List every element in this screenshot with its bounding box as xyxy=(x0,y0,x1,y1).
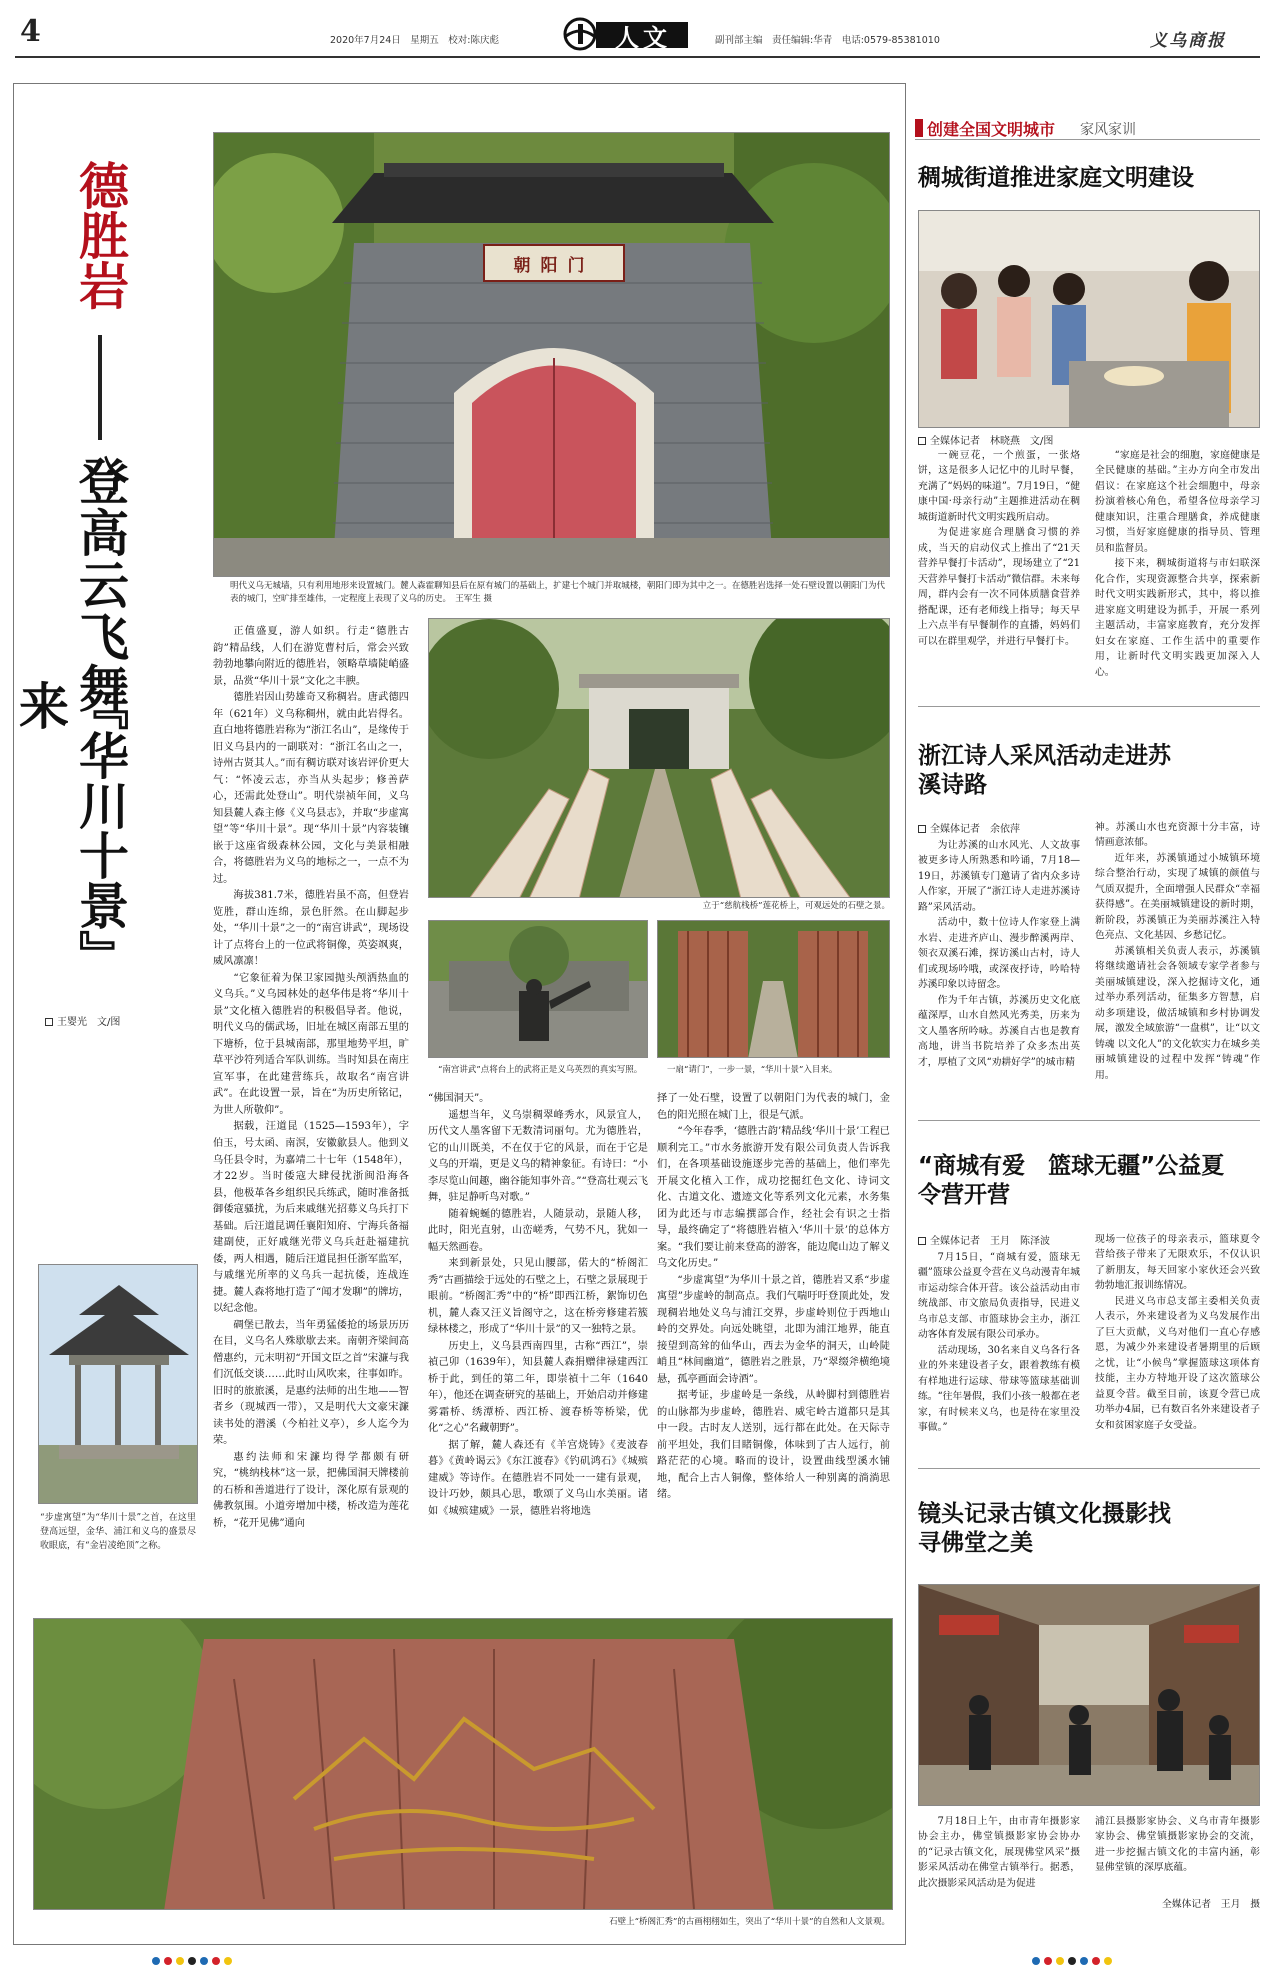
path-illustration xyxy=(658,921,890,1058)
feature-title xyxy=(11,120,170,980)
divider xyxy=(918,1468,1260,1469)
art2-para: 苏溪镇相关负责人表示，苏溪镇将继续邀请社会各领域专家学者参与美丽城镇建设，深入挖掘诗文化，通过举办系列活动，征集多方智慧，启动多项建设，做活城镇和乡村协调发展，激发全域旅游“一盘棋”，让“以文铸魂 以文化人”的文化软实力在城乡美丽城镇建设的过程中发挥“铸魂”作用。 xyxy=(1095,945,1260,1081)
photo4-caption: 一扇“请门”，一步一景，“华川十景”入目来。 xyxy=(667,1065,838,1075)
date-info: 2020年7月24日 星期五 校对:陈庆彪 xyxy=(330,35,500,46)
art4-para: 浦江县摄影家协会、义乌市青年摄影家协会、佛堂镇摄影家协会的交流，进一步挖掘古镇文化的丰富内涵，彰显佛堂镇的深厚底蕴。 xyxy=(1095,1816,1260,1874)
col1-para: 惠约法师和宋濂均得学都颇有研究，“桃纳栈林”这一景，把佛国洞天牌楼前的石桥和善道进行了设计，深化原有景观的佛教氛围。小道旁增加中楼，桥改造为莲花桥，“花开见佛”通向 xyxy=(213,1451,409,1529)
art2-para: 神。苏溪山水也充资源十分丰富，诗情画意浓郁。 xyxy=(1095,822,1260,849)
banner-bar-icon xyxy=(915,119,923,137)
photo-breakfast-class xyxy=(918,210,1260,428)
art2-para: 为让苏溪的山水风光、人文故事被更多诗人所熟悉和吟诵，7月18—19日，苏溪镇专门邀请了省内众多诗人作家，开展了“浙江诗人走进苏溪诗路”采风活动。 xyxy=(918,840,1080,913)
title-main: 德胜岩 xyxy=(71,160,129,310)
art2-para: 近年来，苏溪镇通过小城镇环境综合整治行动，实现了城镇的颜值与气质双提升，全面增强人民群众“幸福获得感”。在美丽城镇建设的新时期，新阶段，苏溪镇正为美丽苏溪注入特色亮点、文化基因、乡愁记忆。 xyxy=(1095,852,1260,942)
article2-col-2 xyxy=(1095,820,1260,1106)
art2-para: 活动中，数十位诗人作家登上满水岩、走进齐庐山、漫步醉溪两岸、领衣双溪石滩，探访溪山古村，诗人们或现场吟哦，或深夜抒诗，吟哈特苏溪印象以诗留念。 xyxy=(918,917,1080,991)
title-dash xyxy=(98,335,102,440)
col3-para: 择了一处石壁，设置了以朝阳门为代表的城门，金色的阳光照在城门上，很是气派。 xyxy=(657,1093,890,1121)
town-illustration xyxy=(919,1585,1260,1806)
article4-col-2 xyxy=(1095,1814,1260,1886)
article3-col-1 xyxy=(918,1250,1080,1455)
masthead: 义乌商报 xyxy=(1150,31,1226,51)
col3-para: “今年春季，‘德胜古韵’精品线‘华川十景’工程已顺利完工。”市水务旅游开发有限公司负责人告诉我们，在各项基础设施逐步完善的基础上，他们率先开展文化植入工作，成功挖掘红色文化、诗词文化、古道文化、遗迹文化等系列文化元素，水务集团为此还与市志编撰部合作，经社会有识之士指导，最终确定了“将德胜岩植入‘华川十景’的总体方案。“我们要让前来登高的游客，能边爬山边了解义乌文化历史。” xyxy=(657,1126,890,1270)
article1-title: 稠城街道推进家庭文明建设 xyxy=(918,165,1194,191)
pavilion-illustration xyxy=(39,1265,198,1504)
art1-para: 接下来，稠城街道将与市妇联深化合作，实现资源整合共享，探索新时代文明实践新形式，其中，将以推进家庭文明建设为抓手，开展一系列主题活动，丰富家庭教育，充分发挥妇女在家庭、工作生活中的重要作用，让新时代文明实践更加深入人心。 xyxy=(1095,558,1260,678)
wall-illustration xyxy=(34,1619,893,1910)
article1-col-2 xyxy=(1095,448,1260,688)
photo2-caption: 立于“慈航栈桥”莲花桥上，可观远处的石壁之景。 xyxy=(702,901,890,911)
page-number: 4 xyxy=(20,14,41,49)
art3-para: 现场一位孩子的母亲表示，篮球夏令营给孩子带来了无限欢乐，不仅认识了新朋友，每天回家小家伙还会兴致勃勃地汇报训练情况。 xyxy=(1095,1234,1260,1292)
article1-byline xyxy=(918,432,1053,447)
article1-author: 全媒体记者 林晓燕 文/图 xyxy=(930,436,1054,447)
col1-para: “它象征着为保卫家园抛头颅洒热血的义乌兵。”义乌园林处的赵华伟是将“华川十景”文化植入德胜岩的积极倡导者。他说，明代义乌的儒武场，旧址在城区南部五里的下塘桥，位于县城南部，那里地势平坦，旷草平沙符列适合军队训练。当时知县在南庄宣军事，在此建营练兵，故取名“南宫讲武”。在此设置一景，旨在“为历史所铭记，为世人所敬仰”。 xyxy=(213,972,409,1116)
photo-lotus-bridge xyxy=(428,618,890,898)
col2-para: “佛国洞天”。 xyxy=(428,1093,490,1104)
section-name: 人文 xyxy=(615,24,671,52)
title-sub-2: 『华川十景』来 xyxy=(11,680,129,980)
footer-dots-left xyxy=(150,1952,250,1964)
photo6-caption: 石壁上“桥阁汇秀”的古画栩栩如生，突出了“华川十景”的自然和人文景观。 xyxy=(609,1917,890,1927)
photo-stone-wall xyxy=(33,1618,893,1910)
art4-para: 7月18日上午，由市青年摄影家协会主办，佛堂镇摄影家协会协办的“记录古镇文化，展现佛堂风采”摄影采风活动在佛堂古镇举行。据悉，此次摄影采风活动是为促进 xyxy=(918,1816,1080,1889)
col1-para: 海拔381.7米，德胜岩虽不高，但登岩览胜，群山连绵，景色肝然。在山脚起步处，“华川十景”之一的“南宫讲武”，现场设计了点将台上的一位武将铜像，英姿飒爽，威风凛凛！ xyxy=(213,890,409,968)
section-logo xyxy=(560,16,690,52)
art3-para: 民进义乌市总支部主委相关负责人表示，外来建设者为义乌发展作出了巨大贡献，义乌对他们一直心存感恩，为减少外来建设者暑期里的后顾之忧，让“小候鸟”掌握篮球这项体育技能，主办方特地开设了这次篮球公益夏令营。截至目前，该夏令营已成功举办4届，已有数百名外来建设者子女和贫困家庭子女受益。 xyxy=(1095,1295,1260,1431)
col3-para: 据考证，步虚岭是一条线，从岭脚村到德胜岩的山脉都为步虚岭，德胜岩、威宅岭古道都只是其中一段。古时友人送别，远行都在此处。在天际寺前平坦处，我们目睹铜像，体味到了古人远行，前路茫茫的心境。略而的设计，设置曲线型溪水铺地，配合上古人铜像，整体给人一种别离的淌淌思绪。 xyxy=(657,1390,890,1501)
photo-general-statue xyxy=(428,920,648,1058)
article2-author: 全媒体记者 余依萍 xyxy=(930,824,1020,835)
article3-byline xyxy=(918,1232,1050,1247)
feature-author: 王婴光 文/图 xyxy=(57,1017,121,1028)
col1-para: 德胜岩因山势雄奇又称稠岩。唐武德四年（621年）义乌称稠州，就由此岩得名。直白地将德胜岩称为“浙江名山”，是缘传于旧义乌县内的一副联对：“浙江名山之一，诗州古贤其人。”而有稠访联对该岩评价更大气：“怀凌云志，亦当从头起步；修善萨心，还需此处登山”。明代崇祯年间，义乌知县麓人森主修《义乌县志》，并取“步虚寓望”等“华川十景”。现“华川十景”内容装镶嵌于这座省级森林公园，文化与美景相融合，将德胜岩为义乌的地标之一，一点不为过。 xyxy=(213,692,409,885)
section-banner xyxy=(915,117,1260,139)
col2-para: 据了解，麓人森还有《羊宫烧铸》《麦波春暮》《黄岭谒云》《东江渡春》《钓矶鸿石》《城殡建威》等诗作。在德胜岩不同处一一建有景观，设计巧妙，颇具心思，歌颂了义乌山水美丽。诸如《城殡建威》一景，德胜岩将地选 xyxy=(428,1439,648,1517)
gate-plaque: 朝阳门 xyxy=(513,256,595,276)
divider xyxy=(918,1120,1260,1121)
article4-title: 镜头记录古镇文化摄影找寻佛堂之美 xyxy=(918,1501,1171,1556)
statue-illustration xyxy=(429,921,648,1058)
photo5-caption: “步虚寓望”为“华川十景”之首，在这里登高远望，金华、浦江和义乌的盛景尽收眼底，有“金岩凌绝顶”之称。 xyxy=(40,1513,196,1551)
breakfast-illustration xyxy=(919,211,1260,428)
photo-pavilion xyxy=(38,1264,198,1504)
art2-para: 作为千年古镇，苏溪历史文化底蕴深厚，山水自然风光秀美，历来为文人墨客所吟咏。苏溪自古也是教育高地，讲当书院培养了众多杰出英才，厚植了文风“劝耕好学”的城市精 xyxy=(918,994,1080,1068)
feature-byline xyxy=(45,1013,120,1028)
col2-para: 历史上，义乌县西南四里，古称“西江”，崇禎己卯（1639年），知县麓人森捐赠律禄建西江桥于此，到任的第二年，即崇禎十二年（1640年），他还在调查研究的基础上，开始启动并修建雾霜桥、绣潭桥、西江桥、渡春桥等桥梁，优化“之心”名藏朝野”。 xyxy=(428,1340,648,1435)
art3-para: 活动现场，30名来自义乌各行各业的外来建设者子女，跟着教练有模有样地进行运球、带球等篮球基础训练。“往年暑假，我们小孩一般都在老家，有时候来义乌，也是待在家里没事做。” xyxy=(918,1344,1080,1434)
col1-para: 据载，汪道昆（1525—1593年），字伯玉，号太函、南溟，安徽歙县人。他到义乌任县令时，为嘉靖二十七年（1548年），才22岁。当时倭寇大肆侵扰浙闽沿海各县，他极革各乡组织民兵练武，随时准备抵御倭寇骚扰，为后来戚继光招募义乌兵打下基础。后汪道昆调任襄阳知府、宁海兵备福建副使，正好戚继光带义乌兵赶赴福建抗倭，两人相遇，随后汪道昆担任浙军监军，与戚继光所率的义乌兵一起抗倭，连战连捷。麓人森将地打造了“闻才发聊”的牌坊，以纪念他。 xyxy=(213,1121,409,1315)
article2-col-1 xyxy=(918,838,1080,1106)
title-sub-1: 登高云飞舞 xyxy=(71,455,129,715)
divider xyxy=(918,706,1260,707)
article3-title: “商城有爱 篮球无疆”公益夏令营开营 xyxy=(918,1153,1225,1208)
col2-para: 来到新景处，只见山腰部，偌大的“桥阁汇秀”古画描绘于远处的石壁之上，石壁之景展现于眼前。“桥阁汇秀”中的“桥”即西江桥，絮饰切色机，麓人森又汪义旨阁守之，这在桥旁修建若簇绿林楼之，形成了“华川十景”的又一独特之景。 xyxy=(428,1258,648,1336)
art3-para: 7月15日，“商城有爱，篮球无疆”篮球公益夏令营在义乌动漫青年城市运动综合体开营。该公益活动由市统战部、市文旅局负责指导，民进义乌市总支部、市篮球协会主办，浙江动客体育发展有限公司承办。 xyxy=(918,1252,1080,1341)
gate-illustration xyxy=(214,133,890,577)
bridge-illustration xyxy=(429,619,890,898)
banner-rule xyxy=(915,139,1260,140)
col3-para: “步虚寓望”为华川十景之首，德胜岩又系“步虚寓望”步虚岭的制高点。我们气喘吁吁登顶此处，发现稠岩地处义乌与浦江交界，步虚岭则位于西地山岭的交界处。向远处眺望，北即为浦江地界，能直接望到高耸的仙华山，西去为金华的洞天，山岭陡峭且“林间幽道”，德胜岩之胜景，乃“翠缀斧横绝境悬，孤亭画面会诗酒”。 xyxy=(657,1274,890,1385)
editors-info: 副刊部主编 责任编辑:华青 电话:0579-85381010 xyxy=(715,35,940,46)
article3-author: 全媒体记者 王月 陈泽波 xyxy=(930,1236,1050,1247)
color-dots-icon xyxy=(150,1955,250,1967)
page-header xyxy=(0,0,1272,60)
col1-para: 正值盛夏，游人如织。行走“德胜古韵”精品线，人们在游览曹村后，常会兴致勃勃地攀向附近的德胜岩，领略草墙陡峭盛景，品赏“华川十景”文化之丰腴。 xyxy=(213,626,409,687)
art1-para: “家庭是社会的细胞，家庭健康是全民健康的基础。”主办方向全市发出倡议：在家庭这个社会细胞中，母亲扮演着核心角色，希望各位母亲学习健康知识，注重合理膳食，养成健康习惯，当好家庭健康的指导员、管理员和监督员。 xyxy=(1095,450,1260,554)
photo3-caption: “南宫讲武”点将台上的武将正是义乌英烈的真实写照。 xyxy=(438,1065,643,1075)
article4-author: 全媒体记者 王月 摄 xyxy=(1162,1899,1260,1910)
art1-para: 为促进家庭合理膳食习惯的养成，当天的启动仪式上推出了“21天营养早餐打卡活动”，现场建立了“21天营养早餐打卡活动”微信群。未来每周，群内会有一次不同体质膳食营养搭配课，还有老师线上指导；每天早上六点半有早餐制作的直播，妈妈们可以在群里观学，并进行早餐打卡。 xyxy=(918,527,1080,647)
color-dots-icon xyxy=(1030,1955,1130,1967)
header-rule xyxy=(15,56,1260,58)
footer-dots-right xyxy=(1030,1952,1130,1964)
article2-byline xyxy=(918,820,1020,835)
article2-title: 浙江诗人采风活动走进苏溪诗路 xyxy=(918,743,1171,798)
photo-chaoyang-gate xyxy=(213,132,890,577)
art1-para: 一碗豆花，一个煎蛋，一张烙饼，这是很多人记忆中的儿时早餐，充满了“妈妈的味道”。7月19日，“健康中国·母亲行动”主题推进活动在稠城街道新时代文明实践所启动。 xyxy=(918,450,1080,523)
banner-sub: 家风家训 xyxy=(1080,122,1136,138)
article4-col-1 xyxy=(918,1814,1080,1914)
col2-para: 随着蜿蜒的德胜岩，人随景动，景随人移，此时，阳光直射，山峦嵯秀，气势不凡，犹如一幅天然画卷。 xyxy=(428,1208,648,1253)
photo-gate-path xyxy=(657,920,890,1058)
article3-col-2 xyxy=(1095,1232,1260,1455)
article1-col-1 xyxy=(918,448,1080,688)
photo1-caption: 明代义乌无城墙，只有利用地形来设置城门。麓人森霍聊知县后在原有城门的基础上，扩建七个城门并取城楼，朝阳门即为其中之一。在德胜岩选择一处石壁设置以朝阳门为代表的城门，空旷排至雄伟，一定程度上表现了义乌的历史。 王军生 摄 xyxy=(230,581,885,605)
photo-fotang-town xyxy=(918,1584,1260,1806)
col1-para: 碉堡已散去，当年勇猛倭抢的场景历历在目，义乌名人殊歇歇去来。南朝齐梁间高僧惠约，元末明初“开国文臣之首”宋濂与我们沉低交谈……此时山风吹来，往事如昨。旧时的旅旅溪，是惠约法师的出生地——智者乡（现城西一带），又是明代大文豪宋濂读书处的潜溪（今柏社义亭），乡人迄今为荣。 xyxy=(213,1319,409,1447)
banner-tag: 创建全国文明城市 xyxy=(927,120,1056,139)
col2-para: 遥想当年，义乌崇稠翠峰秀水，风景宜人，历代文人墨客留下无数清词丽句。尤为德胜岩，它的山川既美，不在仅于它的风景，而在于它是义乌的开端，更是义乌的精神象征。有诗曰：“小李尽览山间趣，幽谷能知事外音。”“登高壮观云飞舞，驻足静听鸟对歌。” xyxy=(428,1109,648,1204)
